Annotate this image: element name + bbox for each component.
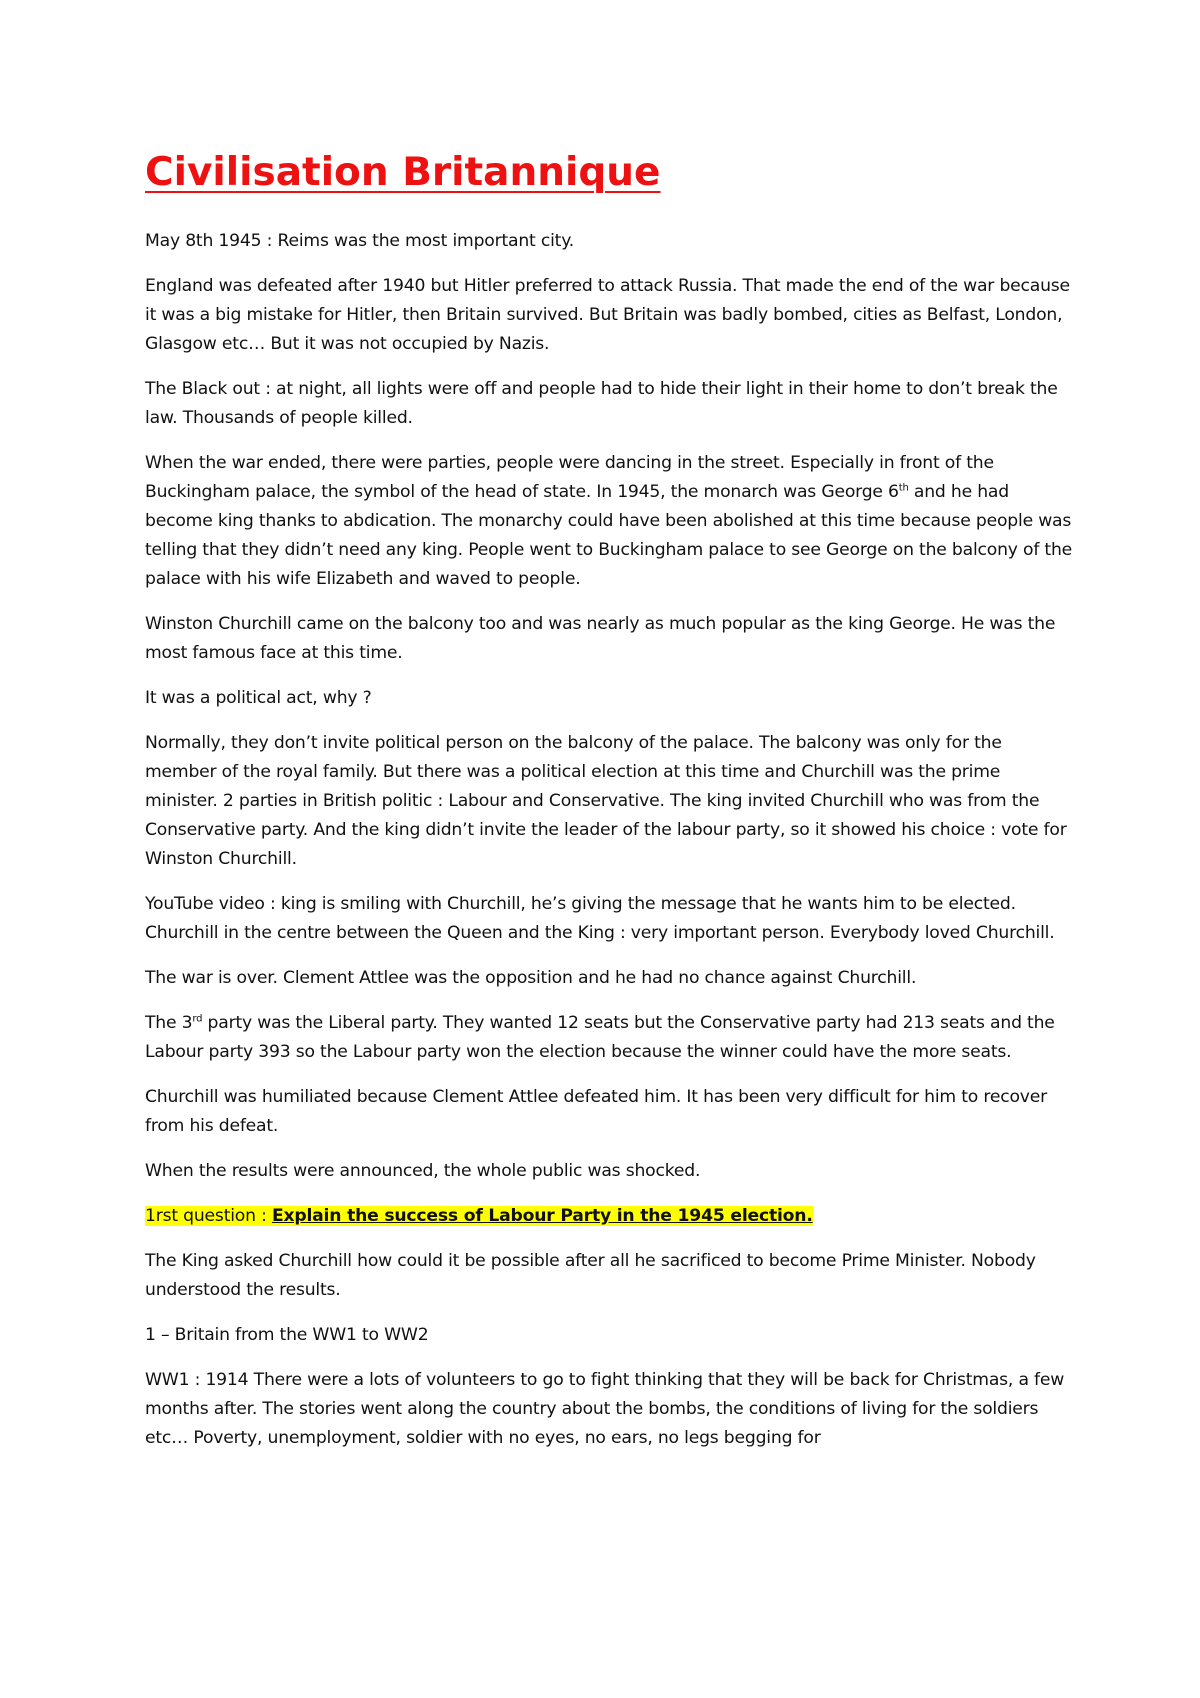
question-one-label: 1rst question : xyxy=(145,1206,272,1226)
paragraph-king-asked: The King asked Churchill how could it be possible after all he sacrificed to become Prime Minister. Nobody understood the results. xyxy=(145,1251,1036,1300)
superscript-th: th xyxy=(898,482,909,494)
question-one-text: Explain the success of Labour Party in the 1945 election. xyxy=(271,1206,813,1226)
question-one xyxy=(145,1202,1075,1231)
paragraph-churchill-humiliated: Churchill was humiliated because Clement Attlee defeated him. It has been very difficult for him to recover from his defeat. xyxy=(145,1087,1047,1136)
superscript-rd: rd xyxy=(192,1013,203,1025)
paragraph-war-ended-part-a: When the war ended, there were parties, people were dancing in the street. Especially in front of the Buckingham palace, the symbol of the head of state. In 1945, the monarch was George 6 xyxy=(145,453,994,502)
paragraph-churchill-balcony: Winston Churchill came on the balcony too and was nearly as much popular as the king George. He was the most famous face at this time. xyxy=(145,614,1056,663)
paragraph-reims: May 8th 1945 : Reims was the most important city. xyxy=(145,231,574,251)
paragraph-third-party-part-b: party was the Liberal party. They wanted 12 seats but the Conservative party had 213 seats and the Labour party 393 so the Labour party won the election because the winner could have the more seats. xyxy=(145,1013,1055,1062)
paragraph-black-out: The Black out : at night, all lights were off and people had to hide their light in their home to don’t break the law. Thousands of people killed. xyxy=(145,379,1058,428)
document-title: Civilisation Britannique xyxy=(145,150,661,195)
paragraph-third-party xyxy=(145,1009,1075,1067)
document-body xyxy=(145,148,1075,1469)
paragraph-third-party-part-a: The 3 xyxy=(145,1013,193,1033)
paragraph-political-act: It was a political act, why ? xyxy=(145,688,372,708)
paragraph-ww1: WW1 : 1914 There were a lots of volunteers to go to fight thinking that they will be back for Christmas, a few months after. The stories went along the country about the bombs, the conditions of living for the soldiers etc… Poverty, unemployment, soldier with no eyes, no ears, no legs begging for xyxy=(145,1370,1065,1448)
paragraph-war-ended xyxy=(145,449,1075,594)
paragraph-war-ended-part-b: and he had become king thanks to abdication. The monarchy could have been abolished at this time because people was telling that they didn’t need any king. People went to Buckingham palace to see George on the balcony of the palace with his wife Elizabeth and waved to people. xyxy=(145,482,1073,589)
paragraph-war-over: The war is over. Clement Attlee was the opposition and he had no chance against Churchill. xyxy=(145,968,917,988)
paragraph-england-defeated: England was defeated after 1940 but Hitler preferred to attack Russia. That made the end of the war because it was a big mistake for Hitler, then Britain survived. But Britain was badly bombed, cities as Belfast, London, Glasgow etc… But it was not occupied by Nazis. xyxy=(145,276,1070,354)
paragraph-youtube-video: YouTube video : king is smiling with Churchill, he’s giving the message that he wants him to be elected. Churchill in the centre between the Queen and the King : very important person. Everybody loved Churchill. xyxy=(145,894,1055,943)
paragraph-results-announced: When the results were announced, the whole public was shocked. xyxy=(145,1161,701,1181)
paragraph-normally: Normally, they don’t invite political person on the balcony of the palace. The balcony was only for the member of the royal family. But there was a political election at this time and Churchill was the prime minister. 2 parties in British politic : Labour and Conservative. The king invited Churchill who was from the Conservative party. And the king didn’t invite the leader of the labour party, so it showed his choice : vote for Winston Churchill. xyxy=(145,733,1067,869)
section-heading-ww1-ww2: 1 – Britain from the WW1 to WW2 xyxy=(145,1325,429,1345)
